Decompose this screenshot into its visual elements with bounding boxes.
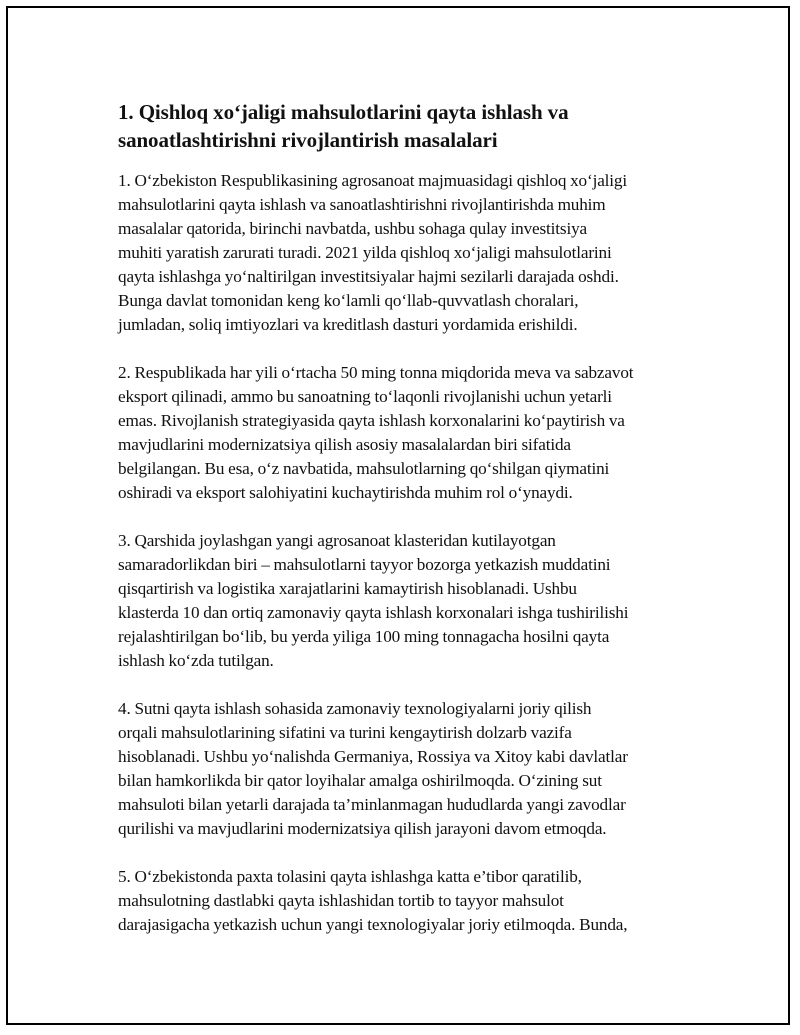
- paragraph-line: bilan hamkorlikda bir qator loyihalar amalga oshirilmoqda. O‘zining sut: [118, 771, 602, 790]
- paragraph-line: belgilangan. Bu esa, o‘z navbatida, mahsulotlarning qo‘shilgan qiymatini: [118, 459, 610, 478]
- section-heading: [118, 98, 698, 154]
- paragraph-5: [118, 865, 698, 937]
- paragraph-line: muhiti yaratish zarurati turadi. 2021 yilda qishloq xo‘jaligi mahsulotlarini: [118, 243, 612, 262]
- paragraph-line: qurilishi va mavjudlarini modernizatsiya qilish jarayoni davom etmoqda.: [118, 819, 607, 838]
- document-page: [6, 6, 790, 1025]
- heading-line: 1. Qishloq xo‘jaligi mahsulotlarini qayta ishlash va: [118, 100, 569, 124]
- paragraph-line: oshiradi va eksport salohiyatini kuchaytirishda muhim rol o‘ynaydi.: [118, 483, 573, 502]
- paragraph-line: klasterda 10 dan ortiq zamonaviy qayta ishlash korxonalari ishga tushirilishi: [118, 603, 629, 622]
- paragraph-1: [118, 169, 698, 337]
- paragraph-4: [118, 697, 698, 841]
- paragraph-line: darajasigacha yetkazish uchun yangi texnologiyalar joriy etilmoqda. Bunda,: [118, 915, 628, 934]
- paragraph-2: [118, 361, 698, 505]
- paragraph-line: mavjudlarini modernizatsiya qilish asosiy masalalardan biri sifatida: [118, 435, 571, 454]
- paragraph-line: qayta ishlashga yo‘naltirilgan investitsiyalar hajmi sezilarli darajada oshdi.: [118, 267, 619, 286]
- paragraph-line: 2. Respublikada har yili o‘rtacha 50 ming tonna miqdorida meva va sabzavot: [118, 363, 634, 382]
- paragraph-line: emas. Rivojlanish strategiyasida qayta ishlash korxonalarini ko‘paytirish va: [118, 411, 625, 430]
- paragraph-line: 5. O‘zbekistonda paxta tolasini qayta ishlashga katta e’tibor qaratilib,: [118, 867, 582, 886]
- paragraph-line: jumladan, soliq imtiyozlari va kreditlash dasturi yordamida erishildi.: [118, 315, 578, 334]
- paragraph-line: samaradorlikdan biri – mahsulotlarni tayyor bozorga yetkazish muddatini: [118, 555, 611, 574]
- document-content: [118, 98, 698, 961]
- paragraph-line: ishlash ko‘zda tutilgan.: [118, 651, 274, 670]
- paragraph-line: qisqartirish va logistika xarajatlarini kamaytirish hisoblanadi. Ushbu: [118, 579, 577, 598]
- paragraph-line: mahsulotning dastlabki qayta ishlashidan tortib to tayyor mahsulot: [118, 891, 564, 910]
- paragraph-line: orqali mahsulotlarining sifatini va turini kengaytirish dolzarb vazifa: [118, 723, 572, 742]
- heading-line: sanoatlashtirishni rivojlantirish masalalari: [118, 128, 498, 152]
- paragraph-line: hisoblanadi. Ushbu yo‘nalishda Germaniya, Rossiya va Xitoy kabi davlatlar: [118, 747, 628, 766]
- paragraph-line: rejalashtirilgan bo‘lib, bu yerda yiliga 100 ming tonnagacha hosilni qayta: [118, 627, 610, 646]
- paragraph-line: 1. O‘zbekiston Respublikasining agrosanoat majmuasidagi qishloq xo‘jaligi: [118, 171, 628, 190]
- paragraph-3: [118, 529, 698, 673]
- paragraph-line: 4. Sutni qayta ishlash sohasida zamonaviy texnologiyalarni joriy qilish: [118, 699, 592, 718]
- paragraph-line: Bunga davlat tomonidan keng ko‘lamli qo‘llab-quvvatlash choralari,: [118, 291, 579, 310]
- paragraph-line: mahsuloti bilan yetarli darajada ta’minlanmagan hududlarda yangi zavodlar: [118, 795, 626, 814]
- paragraph-line: masalalar qatorida, birinchi navbatda, ushbu sohaga qulay investitsiya: [118, 219, 587, 238]
- paragraph-line: mahsulotlarini qayta ishlash va sanoatlashtirishni rivojlantirishda muhim: [118, 195, 606, 214]
- paragraph-line: 3. Qarshida joylashgan yangi agrosanoat klasteridan kutilayotgan: [118, 531, 556, 550]
- paragraph-line: eksport qilinadi, ammo bu sanoatning to‘laqonli rivojlanishi uchun yetarli: [118, 387, 612, 406]
